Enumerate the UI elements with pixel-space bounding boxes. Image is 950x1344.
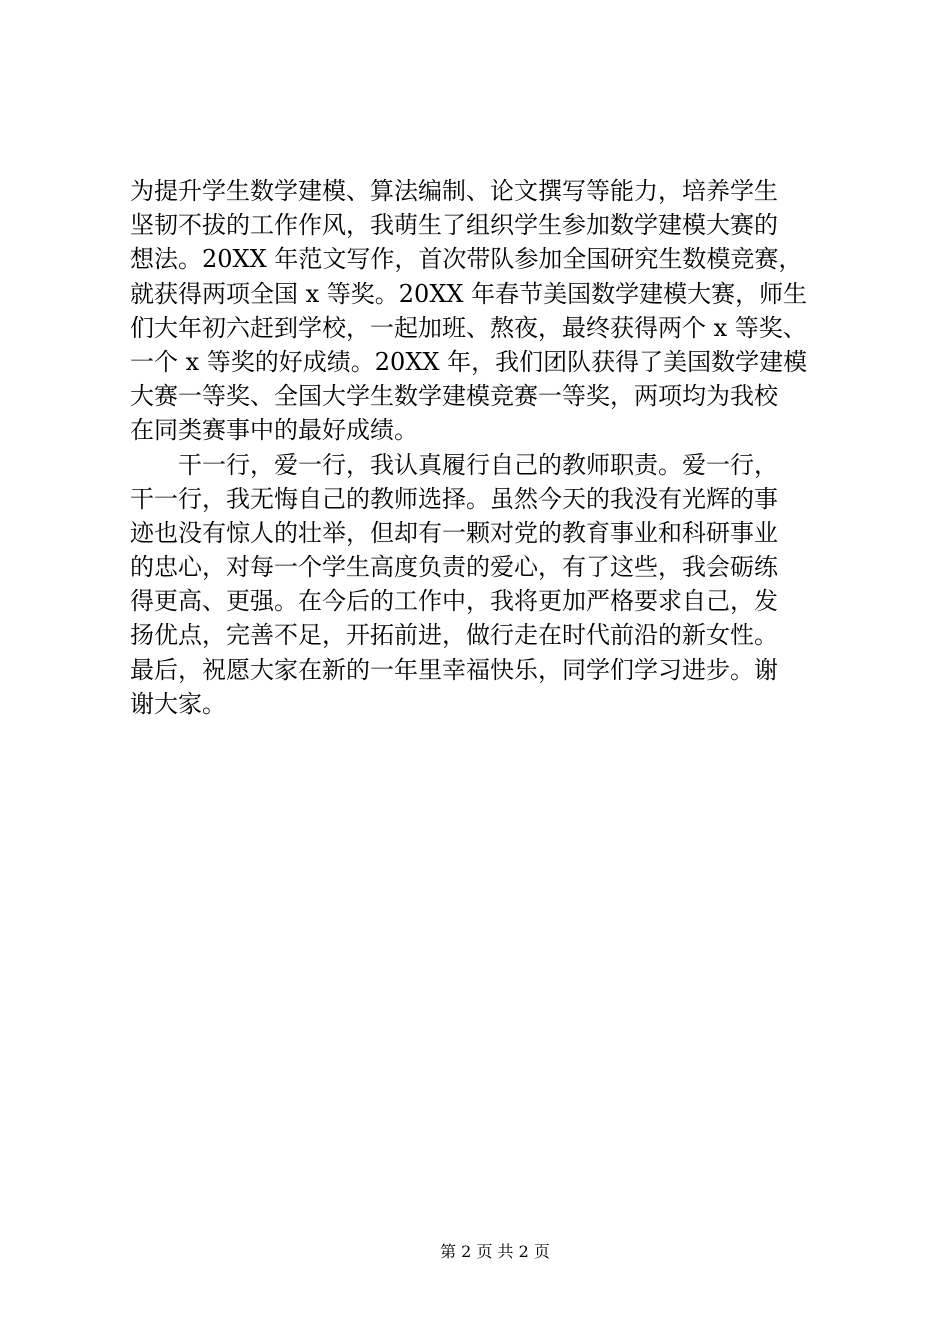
text-line: 的忠心，对每一个学生高度负责的爱心，有了这些，我会砺练 (130, 553, 778, 582)
text-line: 想法。20XX 年范文写作，首次带队参加全国研究生数模竞赛， (130, 245, 803, 274)
text-line: 谢大家。 (130, 689, 226, 718)
text-line: 为提升学生数学建模、算法编制、论文撰写等能力，培养学生 (130, 177, 778, 205)
text-line: 迹也没有惊人的壮举，但却有一颗对党的教育事业和科研事业 (130, 518, 778, 547)
body-text (130, 174, 830, 721)
text-line: 在同类赛事中的最好成绩。 (130, 416, 418, 445)
text-line: 扬优点，完善不足，开拓前进，做行走在时代前沿的新女性。 (130, 621, 778, 650)
paragraph-1 (130, 174, 830, 448)
text-line: 最后，祝愿大家在新的一年里幸福快乐，同学们学习进步。谢 (130, 655, 778, 684)
text-line: 干一行，爱一行，我认真履行自己的教师职责。爱一行， (178, 450, 778, 479)
text-line: 得更高、更强。在今后的工作中，我将更加严格要求自己，发 (130, 587, 778, 616)
text-line: 就获得两项全国 x 等奖。20XX 年春节美国数学建模大赛，师生 (130, 279, 808, 308)
paragraph-2 (130, 448, 830, 722)
text-line: 大赛一等奖、全国大学生数学建模竞赛一等奖，两项均为我校 (130, 382, 778, 411)
page-footer: 第 2 页 共 2 页 (440, 1242, 550, 1261)
text-line: 干一行，我无悔自己的教师选择。虽然今天的我没有光辉的事 (130, 484, 778, 513)
text-line: 们大年初六赶到学校，一起加班、熬夜，最终获得两个 x 等奖、 (130, 313, 807, 342)
text-line: 坚韧不拔的工作作风，我萌生了组织学生参加数学建模大赛的 (130, 211, 778, 240)
text-line: 一个 x 等奖的好成绩。20XX 年，我们团队获得了美国数学建模 (130, 347, 808, 376)
